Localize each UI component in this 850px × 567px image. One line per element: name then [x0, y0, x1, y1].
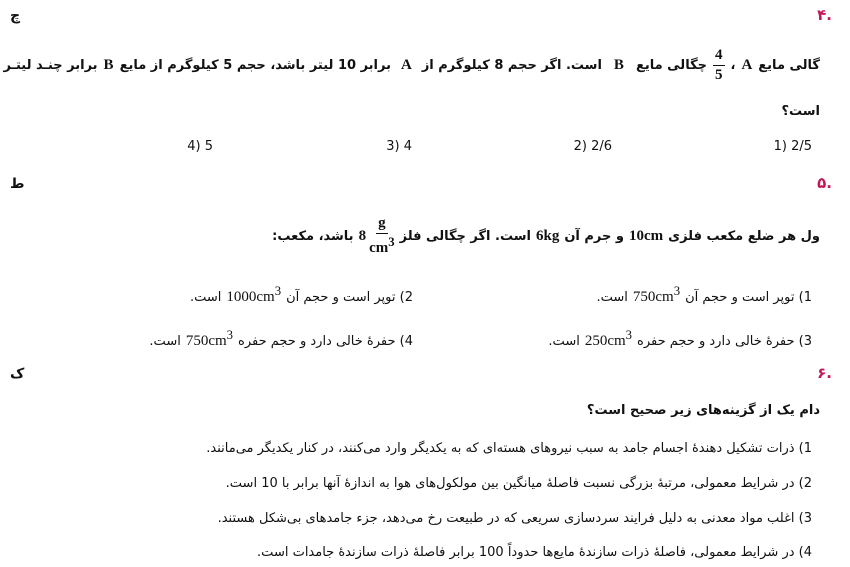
q5-unit-numerator: g [376, 216, 388, 234]
q5-option-3-value-exp: 3 [625, 328, 633, 342]
q5-option-2-text: 2) توپر است و حجم آن [286, 290, 413, 305]
q5-option-3-value-base: 250cm [584, 333, 626, 349]
q6-option-1[interactable]: 1) ذرات تشکیل دهندهٔ اجسام جامد به سبب نیروهای هسته‌ای که به یکدیگر وارد می‌کنند، در کنار یکدیگر می‌مانند. [206, 441, 812, 456]
q4-option-4[interactable]: 5 (4 [187, 139, 213, 154]
q5-density-unit [369, 216, 395, 256]
q4-symbol-a: A [741, 56, 753, 73]
q5-option-2-tail: است. [189, 290, 222, 305]
q4-text-part6: برابر چنـد لیتـر [3, 57, 98, 73]
q5-option-2-value-exp: 3 [274, 284, 282, 298]
q5-text-part1: ول هر ضلع مکعب فلزی [668, 228, 820, 244]
q5-option-2[interactable] [190, 284, 413, 306]
q4-text-part2: ، [730, 57, 736, 73]
q5-option-3-text: 3) حفرهٔ خالی دارد و حجم حفره [637, 334, 812, 349]
question-5-side-letter: ط [10, 176, 25, 192]
q4-fraction-denominator: 5 [715, 66, 723, 83]
q5-option-1-value-base: 750cm [632, 289, 674, 305]
question-6-side-letter: ک [10, 366, 25, 382]
q5-option-1-value-exp: 3 [673, 284, 681, 298]
q5-option-4-value-exp: 3 [226, 328, 234, 342]
q5-option-2-value [226, 284, 281, 306]
q5-option-4-value [186, 328, 233, 350]
q5-option-1[interactable] [596, 284, 812, 306]
q6-option-4[interactable]: 4) در شرایط معمولی، فاصلهٔ ذرات سازندهٔ مایع‌ها حدوداً 100 برابر فاصلهٔ ذرات سازندهٔ جامدات است. [257, 545, 812, 560]
q5-option-4-text: 4) حفرهٔ خالی دارد و حجم حفره [238, 334, 413, 349]
question-4-number: ۴. [817, 6, 832, 24]
question-4-text-line2: است؟ [781, 104, 820, 119]
q5-text-part3: است. اگر چگالی فلز [399, 228, 531, 244]
q6-option-3[interactable]: 3) اغلب مواد معدنی به دلیل فرایند سردسازی سریعی که در طبیعت رخ می‌دهد، جزء جامدهای بی‌شکل هستند. [217, 511, 812, 526]
question-5-number: ۵. [817, 174, 832, 192]
q5-unit-denominator [369, 234, 395, 256]
question-6-text: دام یک از گزینه‌های زیر صحیح است؟ [586, 403, 820, 418]
q5-option-1-value [633, 284, 680, 306]
question-5-text [272, 212, 820, 260]
q4-text-part5: برابر 10 لیتر باشد، حجم 5 کیلوگرم از مایع [119, 57, 391, 73]
q4-symbol-b: B [613, 56, 624, 73]
q5-option-1-text: 1) توپر است و حجم آن [685, 290, 812, 305]
q4-text-part4: است. اگر حجم 8 کیلوگرم از [421, 57, 602, 73]
q4-text-part1: گالی مایع [758, 57, 820, 73]
q5-text-part4: باشد، مکعب: [272, 228, 354, 244]
q5-option-1-tail: است. [596, 290, 628, 305]
q4-symbol-a-2: A [400, 56, 412, 73]
q5-option-4-value-base: 750cm [185, 333, 227, 349]
question-6-number: ۶. [817, 364, 832, 382]
q5-option-4-tail: است. [149, 334, 181, 349]
q5-option-3-tail: است. [548, 334, 580, 349]
q5-option-4[interactable] [149, 328, 413, 350]
q6-option-2[interactable]: 2) در شرایط معمولی، مرتبهٔ بزرگی نسبت فاصلهٔ میانگین بین مولکول‌های هوا به اندازهٔ آنها برابر با 10 است. [225, 476, 812, 491]
q5-option-3-value [585, 328, 632, 350]
q4-text-part3: چگالی مایع [635, 57, 707, 73]
question-4-text [3, 42, 820, 88]
q4-option-1[interactable]: 2/5 (1 [773, 139, 812, 154]
question-4-side-letter: چ [10, 8, 21, 24]
q5-option-2-value-base: 1000cm [226, 289, 275, 305]
q5-mass: 6kg [535, 227, 560, 244]
q5-density-value: 8 [358, 227, 367, 244]
q5-unit-denominator-exp: 3 [388, 235, 395, 249]
q4-symbol-b-2: B [103, 56, 114, 73]
q5-density [359, 216, 395, 256]
q4-option-3[interactable]: 4 (3 [386, 139, 412, 154]
q5-unit-denominator-base: cm [369, 240, 389, 256]
q4-fraction-numerator: 4 [713, 48, 725, 66]
q5-text-part2: و جرم آن [564, 228, 624, 244]
q4-fraction [713, 48, 725, 83]
q4-option-2[interactable]: 2/6 (2 [573, 139, 612, 154]
q5-edge-length: 10cm [629, 227, 664, 244]
q5-option-3[interactable] [548, 328, 812, 350]
